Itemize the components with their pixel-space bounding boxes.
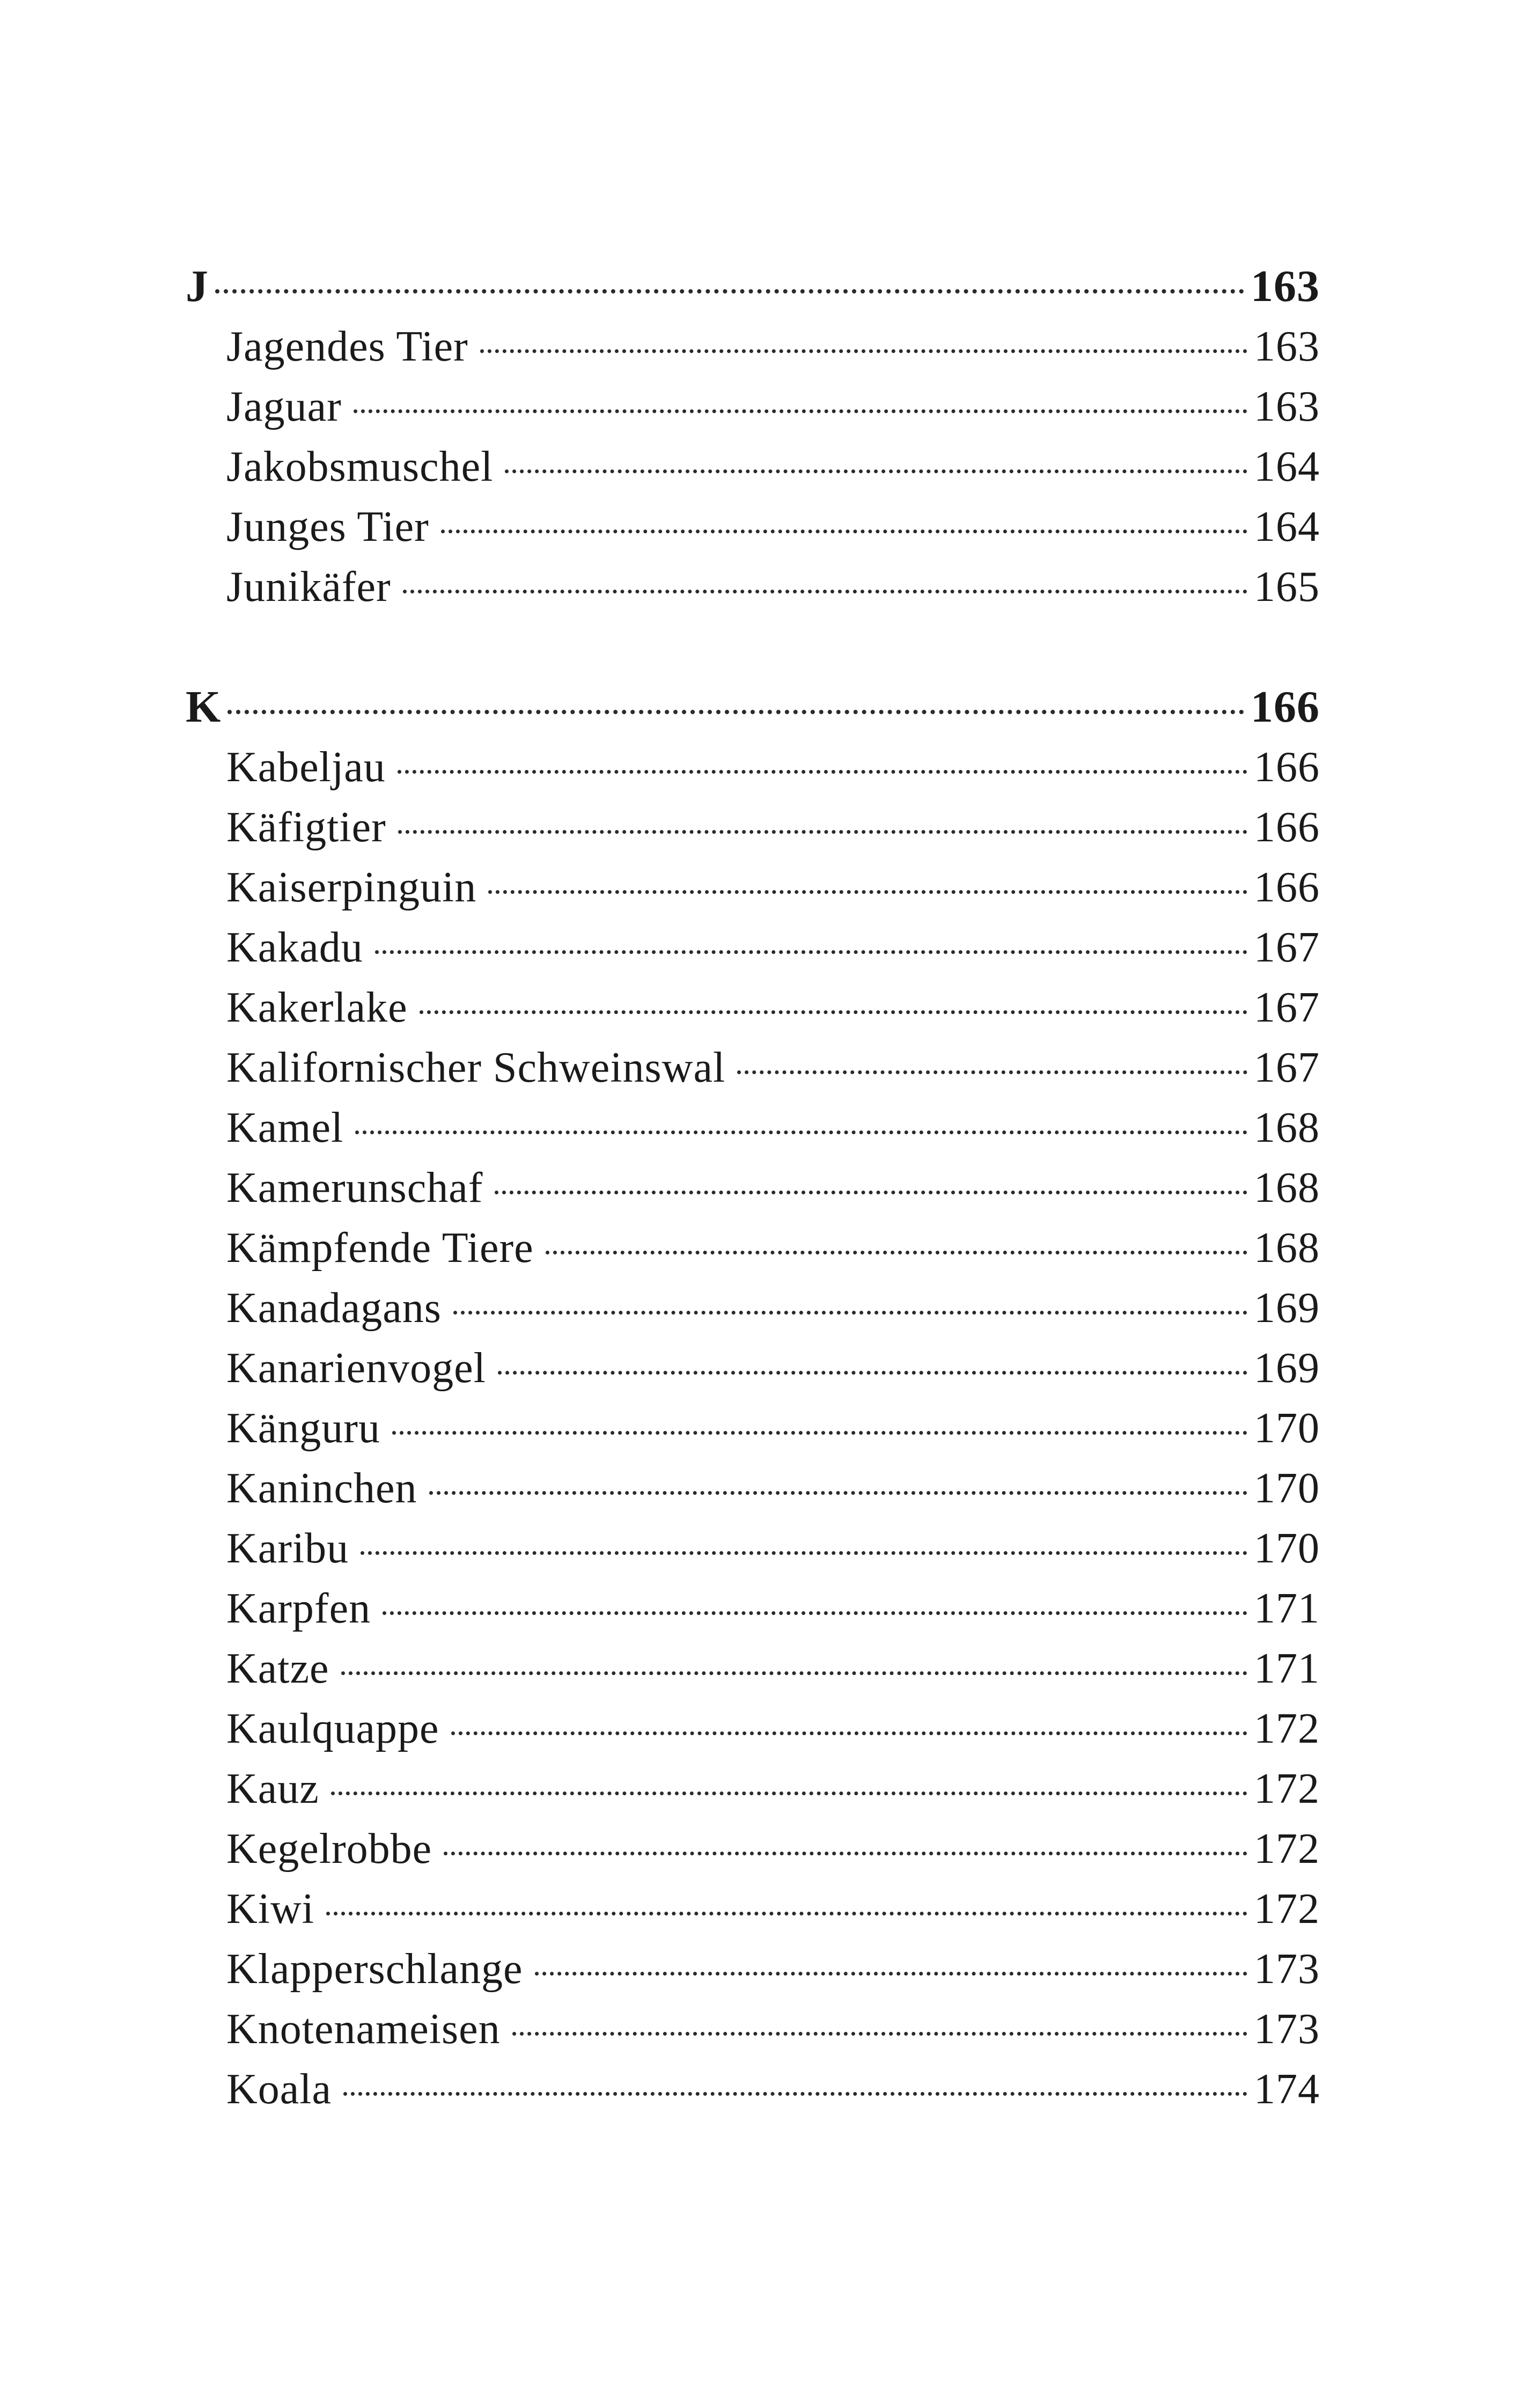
page-number: 164: [1254, 443, 1320, 490]
entry-label: Kakerlake: [226, 984, 408, 1031]
page-number: 170: [1254, 1465, 1320, 1512]
section-heading[interactable]: [186, 256, 1320, 317]
page-number: 173: [1254, 1946, 1320, 1993]
page-number: 172: [1254, 1765, 1320, 1812]
entry-label: Kegelrobbe: [226, 1825, 432, 1873]
toc-entry[interactable]: [186, 557, 1320, 617]
dot-leader: [361, 1551, 1247, 1555]
entry-label: Junikäfer: [226, 563, 391, 611]
entry-label: Jagendes Tier: [226, 323, 468, 370]
dot-leader: [383, 1611, 1247, 1615]
entry-label: Kamel: [226, 1104, 344, 1151]
entry-label: Kalifornischer Schweinswal: [226, 1044, 726, 1091]
dot-leader: [498, 1371, 1247, 1375]
entry-label: Kanadagans: [226, 1284, 442, 1332]
entry-label: Kaulquappe: [226, 1705, 439, 1752]
dot-leader: [429, 1491, 1247, 1495]
dot-leader: [392, 1431, 1247, 1435]
page-number: 171: [1254, 1645, 1320, 1692]
toc-entry[interactable]: [186, 2059, 1320, 2119]
entry-label: Karpfen: [226, 1585, 371, 1632]
dot-leader: [375, 950, 1247, 954]
page-number: 168: [1254, 1104, 1320, 1151]
dot-leader: [480, 349, 1247, 353]
page-number: 173: [1254, 2006, 1320, 2053]
page-number: 166: [1254, 804, 1320, 851]
dot-leader: [488, 890, 1247, 894]
section-letter: J: [186, 261, 209, 311]
toc-entry[interactable]: [186, 1999, 1320, 2059]
page-number: 166: [1254, 864, 1320, 911]
toc-entry[interactable]: [186, 437, 1320, 497]
section-letter: K: [186, 682, 222, 732]
entry-label: Kaninchen: [226, 1465, 417, 1512]
toc-entry[interactable]: [186, 857, 1320, 917]
toc-entry[interactable]: [186, 1398, 1320, 1458]
dot-leader: [227, 710, 1244, 714]
entry-label: Kiwi: [226, 1885, 314, 1933]
page-number: 167: [1254, 924, 1320, 971]
toc-entry[interactable]: [186, 1218, 1320, 1278]
toc-entry[interactable]: [186, 1579, 1320, 1639]
page-number: 169: [1254, 1284, 1320, 1332]
page-number: 168: [1254, 1224, 1320, 1272]
toc-entry[interactable]: [186, 497, 1320, 557]
page-number: 163: [1254, 383, 1320, 430]
page-number: 164: [1254, 503, 1320, 550]
dot-leader: [546, 1251, 1247, 1254]
toc-entry[interactable]: [186, 1158, 1320, 1218]
toc-entry[interactable]: [186, 1278, 1320, 1338]
toc-entry[interactable]: [186, 1338, 1320, 1398]
entry-label: Knotenameisen: [226, 2006, 501, 2053]
page-number: 163: [1254, 323, 1320, 370]
page-number: 167: [1254, 984, 1320, 1031]
dot-leader: [441, 530, 1247, 533]
toc-entry[interactable]: [186, 1639, 1320, 1699]
toc-section-k: [186, 677, 1320, 2119]
toc-entry[interactable]: [186, 737, 1320, 797]
entry-label: Käfigtier: [226, 804, 386, 851]
toc-entry[interactable]: [186, 1759, 1320, 1819]
entry-label: Koala: [226, 2066, 332, 2113]
page-number: 174: [1254, 2066, 1320, 2113]
dot-leader: [535, 1972, 1247, 1976]
page-number: 166: [1254, 744, 1320, 791]
entry-label: Klapperschlange: [226, 1946, 523, 1993]
toc-entry[interactable]: [186, 797, 1320, 857]
toc-entry[interactable]: [186, 1458, 1320, 1518]
page-number: 167: [1254, 1044, 1320, 1091]
page-number: 171: [1254, 1585, 1320, 1632]
dot-leader: [737, 1070, 1247, 1074]
dot-leader: [403, 590, 1247, 593]
toc-entry[interactable]: [186, 1518, 1320, 1579]
page-number: 172: [1254, 1825, 1320, 1873]
dot-leader: [451, 1731, 1247, 1735]
section-heading[interactable]: [186, 677, 1320, 737]
page-number: 172: [1254, 1885, 1320, 1933]
dot-leader: [495, 1191, 1247, 1194]
entry-label: Karibu: [226, 1525, 349, 1572]
page-number: 172: [1254, 1705, 1320, 1752]
page-number: 163: [1251, 261, 1320, 311]
dot-leader: [398, 770, 1247, 774]
entry-label: Katze: [226, 1645, 329, 1692]
dot-leader: [453, 1311, 1247, 1315]
page-number: 165: [1254, 563, 1320, 611]
toc-entry[interactable]: [186, 1879, 1320, 1939]
toc-entry[interactable]: [186, 978, 1320, 1038]
page-number: 170: [1254, 1405, 1320, 1452]
dot-leader: [444, 1852, 1247, 1855]
page-number: 169: [1254, 1345, 1320, 1392]
dot-leader: [505, 469, 1247, 473]
toc-entry[interactable]: [186, 1038, 1320, 1098]
entry-label: Kakadu: [226, 924, 363, 971]
toc-entry[interactable]: [186, 1939, 1320, 1999]
entry-label: Kauz: [226, 1765, 319, 1812]
dot-leader: [398, 830, 1247, 834]
toc-entry[interactable]: [186, 317, 1320, 377]
entry-label: Kanarienvogel: [226, 1345, 486, 1392]
dot-leader: [420, 1010, 1247, 1014]
dot-leader: [354, 409, 1247, 413]
dot-leader: [215, 289, 1244, 293]
dot-leader: [355, 1130, 1247, 1134]
dot-leader: [326, 1912, 1247, 1915]
entry-label: Junges Tier: [226, 503, 429, 550]
page-number: 166: [1251, 682, 1320, 732]
table-of-contents: [186, 256, 1320, 2119]
toc-entry[interactable]: [186, 377, 1320, 437]
page-number: 168: [1254, 1164, 1320, 1212]
dot-leader: [512, 2032, 1247, 2036]
entry-label: Kabeljau: [226, 744, 386, 791]
toc-section-j: [186, 256, 1320, 617]
entry-label: Kämpfende Tiere: [226, 1224, 534, 1272]
toc-entry[interactable]: [186, 917, 1320, 978]
entry-label: Kamerunschaf: [226, 1164, 483, 1212]
toc-entry[interactable]: [186, 1699, 1320, 1759]
dot-leader: [331, 1792, 1247, 1795]
entry-label: Jakobsmuschel: [226, 443, 494, 490]
page-number: 170: [1254, 1525, 1320, 1572]
toc-entry[interactable]: [186, 1819, 1320, 1879]
dot-leader: [341, 1671, 1247, 1675]
entry-label: Jaguar: [226, 383, 342, 430]
entry-label: Kaiserpinguin: [226, 864, 477, 911]
toc-entry[interactable]: [186, 1098, 1320, 1158]
dot-leader: [343, 2092, 1247, 2096]
entry-label: Känguru: [226, 1405, 380, 1452]
